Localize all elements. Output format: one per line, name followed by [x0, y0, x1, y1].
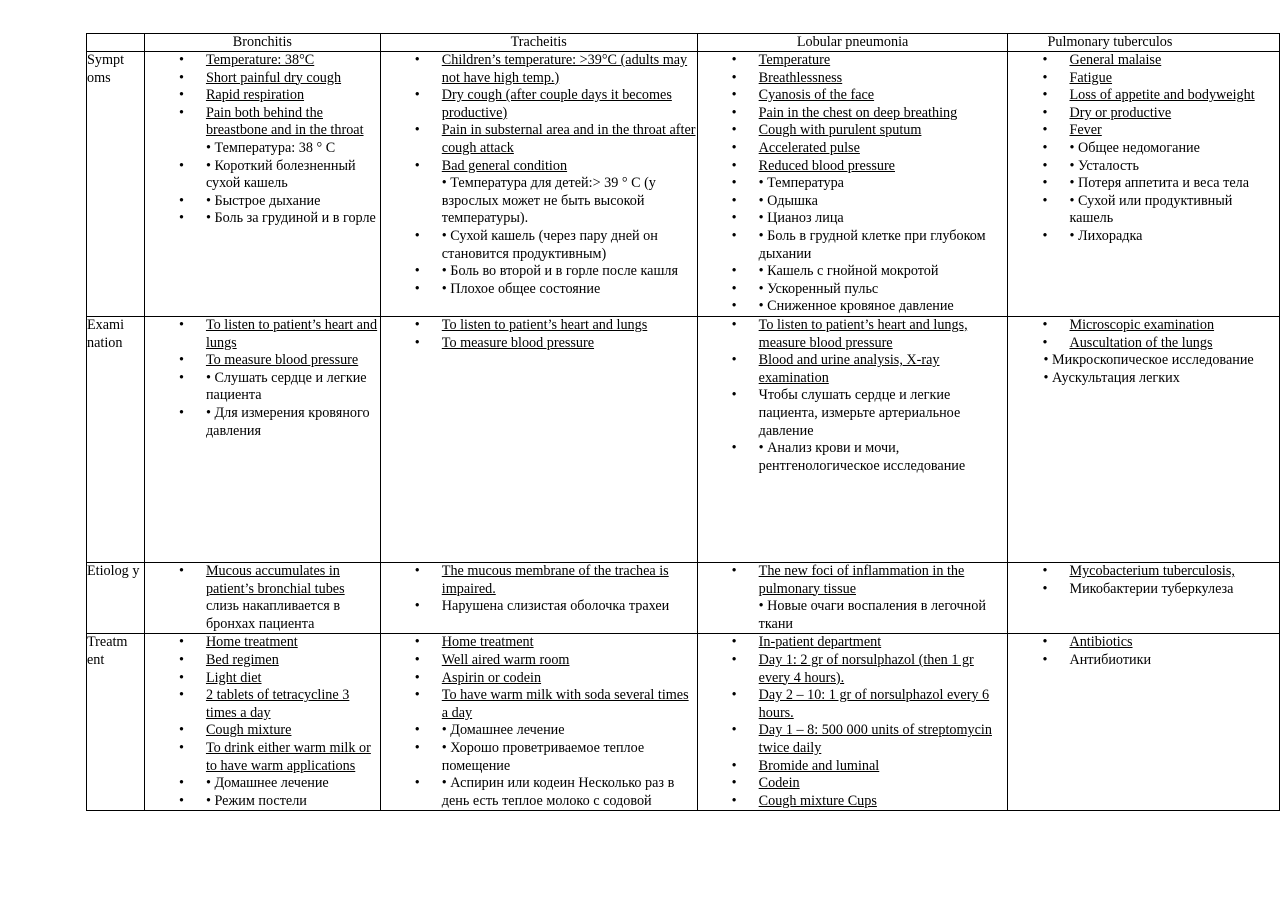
list-item — [698, 687, 1008, 722]
list-item — [145, 158, 380, 193]
list-item — [698, 652, 1008, 687]
list-item-text: Bad general condition — [441, 157, 568, 174]
list-item — [1008, 563, 1279, 581]
list-item — [698, 87, 1008, 105]
list — [145, 634, 380, 810]
list-item — [1008, 140, 1279, 158]
list-item — [145, 775, 380, 793]
list-item-text: Dry or productive — [1069, 104, 1172, 121]
list-item — [698, 722, 1008, 757]
list-item-text: • Домашнее лечение — [441, 722, 565, 739]
list-item — [698, 158, 1008, 176]
list-item — [1008, 370, 1279, 388]
list-item — [698, 793, 1008, 811]
list-item-text: • Режим постели — [205, 792, 307, 809]
list-item — [1008, 105, 1279, 123]
list-item-text: Day 1 – 8: 500 000 units of streptomycin twice daily — [758, 722, 992, 756]
list-item — [698, 387, 1008, 440]
list-item — [698, 105, 1008, 123]
list-item — [145, 87, 380, 105]
list-item-text: • Боль за грудиной и в горле — [205, 210, 376, 227]
row-label-examination — [87, 317, 145, 563]
row-symptoms — [87, 52, 1280, 317]
list-item-text: Cough mixture — [205, 722, 292, 739]
list-item — [145, 405, 380, 440]
list-item — [1008, 335, 1279, 353]
cell-symptoms-bronchitis — [144, 52, 380, 317]
list-item-text: General malaise — [1069, 52, 1162, 68]
list-item — [698, 352, 1008, 387]
list-item — [145, 687, 380, 722]
list — [1008, 634, 1279, 669]
list — [381, 563, 697, 616]
list-item-text: Нарушена слизистая оболочка трахеи — [441, 598, 670, 615]
cell-examination-bronchitis — [144, 317, 380, 563]
list-item — [145, 634, 380, 652]
list-item — [381, 740, 697, 775]
list-item-text: • Аускультация легких — [1043, 369, 1180, 386]
list-item — [698, 263, 1008, 281]
list-item-text: • Цианоз лица — [758, 210, 844, 227]
list — [381, 634, 697, 810]
list-item-text: 2 tablets of tetracycline 3 times a day — [205, 687, 350, 721]
list — [1008, 317, 1279, 387]
list-item — [381, 122, 697, 157]
header-cell-empty — [87, 34, 145, 52]
list-item-text: Чтобы слушать сердце и легкие пациента, измерьте артериальное давление — [758, 387, 961, 439]
list — [381, 317, 697, 352]
list-item-text: Mucous accumulates in patient’s bronchial tubes — [205, 563, 345, 597]
list-item-text: Микобактерии туберкулеза — [1069, 580, 1234, 597]
list-item-text: Антибиотики — [1069, 651, 1152, 668]
list-item-text: • Слушать сердце и легкие пациента — [205, 369, 367, 404]
list-item — [381, 670, 697, 688]
list — [145, 563, 380, 633]
list — [698, 317, 1008, 475]
list-item-text: Children’s temperature: >39°C (adults may not have high temp.) — [441, 52, 688, 86]
list-item-text: • Для измерения кровяного давления — [205, 404, 370, 439]
list-item — [1008, 228, 1279, 246]
cell-examination-pneumonia — [697, 317, 1008, 563]
list-item — [698, 122, 1008, 140]
list-item-text: • Микроскопическое исследование — [1043, 352, 1254, 369]
comparison-table — [86, 33, 1280, 811]
cell-etiology-bronchitis — [144, 563, 380, 634]
row-treatment — [87, 634, 1280, 811]
list-item-text: To measure blood pressure — [441, 334, 595, 351]
list-item-text: To listen to patient’s heart and lungs — [441, 317, 648, 333]
list-item — [145, 722, 380, 740]
list-item — [381, 775, 697, 810]
list — [698, 52, 1008, 316]
list-item — [381, 175, 697, 228]
list-item — [145, 598, 380, 633]
list-item-text: • Быстрое дыхание — [205, 192, 321, 209]
list-item — [1008, 317, 1279, 335]
cell-symptoms-tracheitis — [380, 52, 697, 317]
list-item — [698, 140, 1008, 158]
row-label-text: Etiolog y — [87, 563, 140, 579]
list-item-text: Reduced blood pressure — [758, 157, 895, 174]
list-item — [698, 52, 1008, 70]
list-item — [145, 210, 380, 228]
list-item-text: Fever — [1069, 122, 1102, 139]
list-item — [698, 228, 1008, 263]
list-item — [381, 281, 697, 299]
list-item-text: • Усталость — [1069, 157, 1139, 174]
list — [698, 634, 1008, 810]
list-item-text: To drink either warm milk or to have warm applications — [205, 739, 371, 774]
list-item-text: Rapid respiration — [205, 87, 305, 104]
list-item — [1008, 158, 1279, 176]
cell-examination-tracheitis — [380, 317, 697, 563]
header-row — [87, 34, 1280, 52]
list — [1008, 563, 1279, 598]
list-item-text: • Анализ крови и мочи, рентгенологическое исследование — [758, 440, 966, 474]
list-item — [1008, 634, 1279, 652]
list-item-text: • Сниженное кровяное давление — [758, 298, 954, 315]
list-item-text: • Новые очаги воспаления в легочной ткани — [758, 598, 986, 632]
list-item-text: Bromide and luminal — [758, 757, 880, 774]
list-item — [145, 70, 380, 88]
list-item — [145, 140, 380, 158]
row-label-etiology — [87, 563, 145, 634]
cell-etiology-tracheitis — [380, 563, 697, 634]
list-item — [145, 563, 380, 598]
list-item-text: Codein — [758, 775, 800, 792]
list-item-text: • Одышка — [758, 192, 818, 209]
list-item — [1008, 52, 1279, 70]
list-item-text: Day 2 – 10: 1 gr of norsulphazol every 6 hours. — [758, 687, 990, 721]
list-item — [145, 793, 380, 811]
list-item — [145, 352, 380, 370]
row-label-text: Sympt oms — [87, 52, 125, 86]
cell-treatment-pneumonia — [697, 634, 1008, 811]
list-item — [381, 158, 697, 176]
list-item-text: Loss of appetite and bodyweight — [1069, 87, 1255, 104]
list-item — [698, 281, 1008, 299]
list-item — [381, 87, 697, 122]
list-item-text: Aspirin or codein — [441, 669, 542, 686]
list-item-text: To listen to patient’s heart and lungs, measure blood pressure — [758, 317, 968, 351]
list-item-text: Bed regimen — [205, 651, 279, 668]
list-item-text: Cyanosis of the face — [758, 87, 875, 104]
list-item — [698, 210, 1008, 228]
list-item-text: Temperature — [758, 52, 831, 68]
cell-symptoms-pneumonia — [697, 52, 1008, 317]
list-item — [1008, 193, 1279, 228]
list-item-text: Auscultation of the lungs — [1069, 334, 1213, 351]
list-item — [381, 52, 697, 87]
list-item-text: Pain in substernal area and in the throat after cough attack — [441, 122, 696, 156]
list-item-text: • Хорошо проветриваемое теплое помещение — [441, 739, 645, 774]
list-item-text: Dry cough (after couple days it becomes productive) — [441, 87, 672, 121]
list-item — [1008, 652, 1279, 670]
list-item — [381, 652, 697, 670]
list-item-text: Cough with purulent sputum — [758, 122, 922, 139]
row-label-text: Exami nation — [87, 317, 125, 351]
list-item-text: Temperature: 38°C — [205, 52, 315, 68]
list-item-text: • Температура: 38 ° C — [205, 139, 336, 156]
list-item-text: Blood and urine analysis, X-ray examination — [758, 352, 940, 386]
header-bronchitis: Bronchitis — [144, 34, 380, 52]
list-item-text: • Общее недомогание — [1069, 139, 1200, 156]
list-item-text: Pain both behind the breastbone and in the throat — [205, 104, 364, 139]
list-item — [145, 317, 380, 352]
list-item — [1008, 122, 1279, 140]
list-item — [698, 758, 1008, 776]
list-item — [145, 193, 380, 211]
list-item-text: Home treatment — [441, 634, 534, 651]
list — [145, 317, 380, 440]
list-item — [698, 563, 1008, 598]
list-item-text: Well aired warm room — [441, 651, 570, 668]
list-item — [381, 317, 697, 335]
list-item-text: Breathlessness — [758, 69, 843, 86]
list-item — [1008, 352, 1279, 370]
list-item-text: • Плохое общее состояние — [441, 280, 601, 297]
list-item-text: • Температура — [758, 175, 844, 192]
cell-treatment-tuberculosis — [1008, 634, 1280, 811]
header-tracheitis: Tracheitis — [380, 34, 697, 52]
list-item — [698, 598, 1008, 633]
list-item — [698, 440, 1008, 475]
list-item — [145, 370, 380, 405]
list-item-text: To have warm milk with soda several times a day — [441, 687, 689, 721]
list-item — [698, 193, 1008, 211]
list-item-text: Mycobacterium tuberculosis, — [1069, 563, 1235, 579]
list-item — [145, 670, 380, 688]
list-item-text: • Домашнее лечение — [205, 775, 329, 792]
row-etiology — [87, 563, 1280, 634]
list-item — [381, 263, 697, 281]
list-item-text: • Боль во второй и в горле после кашля — [441, 263, 679, 280]
list-item — [381, 722, 697, 740]
list-item — [381, 563, 697, 598]
list-item-text: Home treatment — [205, 634, 298, 651]
list-item-text: Antibiotics — [1069, 634, 1133, 651]
list-item — [145, 740, 380, 775]
list-item — [381, 598, 697, 616]
cell-treatment-tracheitis — [380, 634, 697, 811]
list-item-text: To measure blood pressure — [205, 352, 359, 369]
list-item-text: • Короткий болезненный сухой кашель — [205, 157, 356, 192]
list-item-text: • Температура для детей:> 39 ° C (у взрослых может не быть высокой температуры). — [441, 175, 656, 227]
list-item-text: The mucous membrane of the trachea is impaired. — [441, 563, 669, 597]
header-lobular-pneumonia: Lobular pneumonia — [697, 34, 1008, 52]
list — [1008, 52, 1279, 246]
list-item — [698, 175, 1008, 193]
list-item — [381, 228, 697, 263]
list-item-text: • Кашель с гнойной мокротой — [758, 263, 939, 280]
list-item — [381, 335, 697, 353]
list-item — [698, 634, 1008, 652]
list-item-text: Day 1: 2 gr of norsulphazol (then 1 gr every 4 hours). — [758, 651, 974, 686]
list — [698, 563, 1008, 633]
list-item-text: • Сухой кашель (через пару дней он становится продуктивным) — [441, 227, 658, 262]
list-item-text: слизь накапливается в бронхах пациента — [205, 598, 341, 632]
list-item — [381, 634, 697, 652]
list-item-text: Fatigue — [1069, 69, 1113, 86]
list-item — [698, 775, 1008, 793]
list-item — [145, 652, 380, 670]
row-examination — [87, 317, 1280, 563]
list-item — [698, 317, 1008, 352]
list-item — [381, 687, 697, 722]
list-item — [1008, 87, 1279, 105]
list-item-text: • Сухой или продуктивный кашель — [1069, 192, 1233, 227]
list-item — [1008, 70, 1279, 88]
list-item-text: Microscopic examination — [1069, 317, 1215, 333]
cell-etiology-pneumonia — [697, 563, 1008, 634]
list-item-text: In-patient department — [758, 634, 882, 651]
list-item-text: The new foci of inflammation in the pulmonary tissue — [758, 563, 965, 597]
list-item — [1008, 581, 1279, 599]
list — [381, 52, 697, 298]
list-item-text: Accelerated pulse — [758, 139, 860, 156]
list-item-text: Short painful dry cough — [205, 69, 342, 86]
list-item-text: Light diet — [205, 669, 262, 686]
list-item — [145, 52, 380, 70]
list-item-text: To listen to patient’s heart and lungs — [205, 317, 378, 351]
list-item-text: • Ускоренный пульс — [758, 280, 879, 297]
cell-examination-tuberculosis — [1008, 317, 1280, 563]
list-item — [145, 105, 380, 140]
list-item-text: Cough mixture Cups — [758, 792, 877, 809]
list-item — [1008, 175, 1279, 193]
list-item-text: • Лихорадка — [1069, 227, 1143, 244]
list-item-text: Pain in the chest on deep breathing — [758, 104, 958, 121]
cell-symptoms-tuberculosis — [1008, 52, 1280, 317]
list — [145, 52, 380, 228]
row-label-text: Treatm ent — [87, 634, 128, 668]
row-label-symptoms — [87, 52, 145, 317]
cell-treatment-bronchitis — [144, 634, 380, 811]
list-item-text: • Потеря аппетита и веса тела — [1069, 175, 1249, 192]
row-label-treatment — [87, 634, 145, 811]
list-item — [698, 70, 1008, 88]
cell-etiology-tuberculosis — [1008, 563, 1280, 634]
list-item — [698, 298, 1008, 316]
header-pulmonary-tuberculosis: Pulmonary tuberculos — [1008, 34, 1280, 52]
list-item-text: • Аспирин или кодеин Несколько раз в день есть теплое молоко с содовой — [441, 775, 675, 809]
list-item-text: • Боль в грудной клетке при глубоком дыхании — [758, 227, 986, 262]
